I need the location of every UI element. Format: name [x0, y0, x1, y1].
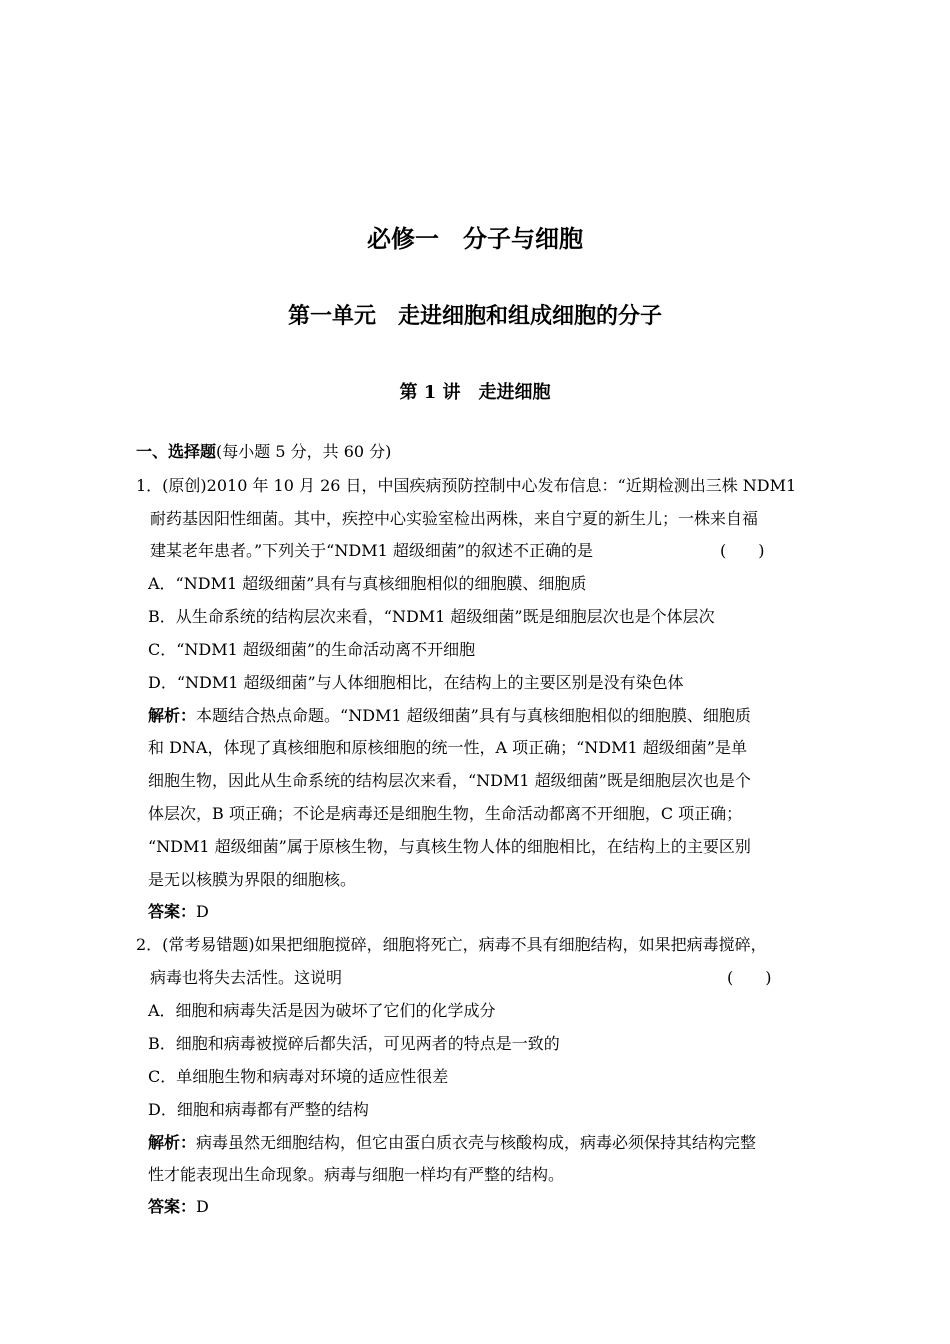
q1-analysis-text-1: 本题结合热点命题。“NDM1 超级细菌”具有与真核细胞相似的细胞膜、细胞质	[196, 706, 751, 725]
q1-analysis-label: 解析：	[148, 706, 197, 725]
q1-stem-line-2: 耐药基因阳性细菌。其中，疾控中心实验室检出两株，来自宁夏的新生儿；一株来自福	[150, 509, 759, 528]
q1-analysis-line-1	[148, 706, 751, 726]
q2-option-b: B．细胞和病毒被搅碎后都失活，可见两者的特点是一致的	[148, 1034, 560, 1053]
q1-answer	[148, 902, 209, 922]
book-title: 必修一 分子与细胞	[367, 224, 583, 253]
q1-option-b: B．从生命系统的结构层次来看，“NDM1 超级细菌”既是细胞层次也是个体层次	[148, 607, 715, 626]
q1-analysis-line-6: 是无以核膜为界限的细胞核。	[148, 870, 357, 889]
q1-option-c: C．“NDM1 超级细菌”的生命活动离不开细胞	[148, 640, 476, 659]
q1-analysis-line-3: 细胞生物，因此从生命系统的结构层次来看，“NDM1 超级细菌”既是细胞层次也是个	[148, 771, 751, 790]
q2-option-c: C．单细胞生物和病毒对环境的适应性很差	[148, 1067, 449, 1086]
q2-stem-line-1: 2．(常考易错题)如果把细胞搅碎，细胞将死亡，病毒不具有细胞结构，如果把病毒搅碎，	[136, 935, 767, 954]
q2-option-d: D．细胞和病毒都有严整的结构	[148, 1100, 369, 1119]
q1-stem-line-1: 1．(原创)2010 年 10 月 26 日，中国疾病预防控制中心发布信息：“近期检测出三株 NDM1	[136, 476, 797, 495]
q1-analysis-line-2: 和 DNA，体现了真核细胞和原核细胞的统一性，A 项正确；“NDM1 超级细菌”是单	[148, 738, 747, 757]
lecture-title: 第 1 讲 走进细胞	[399, 382, 551, 403]
unit-title: 第一单元 走进细胞和组成细胞的分子	[287, 303, 662, 329]
q2-analysis-line-2: 性才能表现出生命现象。病毒与细胞一样均有严整的结构。	[148, 1165, 565, 1184]
q1-option-d: D．“NDM1 超级细菌”与人体细胞相比，在结构上的主要区别是没有染色体	[148, 673, 684, 692]
q2-answer	[148, 1197, 209, 1217]
q2-stem-line-2: 病毒也将失去活性。这说明	[150, 968, 343, 987]
q2-answer-label: 答案：	[148, 1197, 197, 1216]
q1-stem-line-3: 建某老年患者。”下列关于“NDM1 超级细菌”的叙述不正确的是	[150, 541, 594, 560]
q1-option-a: A．“NDM1 超级细菌”具有与真核细胞相似的细胞膜、细胞质	[148, 574, 587, 593]
q2-analysis-line-1	[148, 1133, 756, 1153]
q2-answer-blank: ( )	[727, 968, 772, 987]
q2-analysis-label: 解析：	[148, 1133, 197, 1152]
q1-answer-value: D	[196, 902, 209, 921]
section-heading	[136, 442, 391, 462]
q1-analysis-line-5: “NDM1 超级细菌”属于原核生物，与真核生物人体的细胞相比，在结构上的主要区别	[148, 837, 751, 856]
q2-option-a: A．细胞和病毒失活是因为破坏了它们的化学成分	[148, 1001, 496, 1020]
q1-answer-blank: ( )	[720, 541, 765, 560]
q2-answer-value: D	[196, 1197, 209, 1216]
section-heading-note: (每小题 5 分，共 60 分)	[216, 442, 392, 461]
q1-analysis-line-4: 体层次，B 项正确；不论是病毒还是细胞生物，生命活动都离不开细胞，C 项正确；	[148, 804, 743, 823]
q1-answer-label: 答案：	[148, 902, 197, 921]
q2-analysis-text-1: 病毒虽然无细胞结构，但它由蛋白质衣壳与核酸构成，病毒必须保持其结构完整	[196, 1133, 757, 1152]
section-heading-label: 一、选择题	[136, 442, 217, 461]
